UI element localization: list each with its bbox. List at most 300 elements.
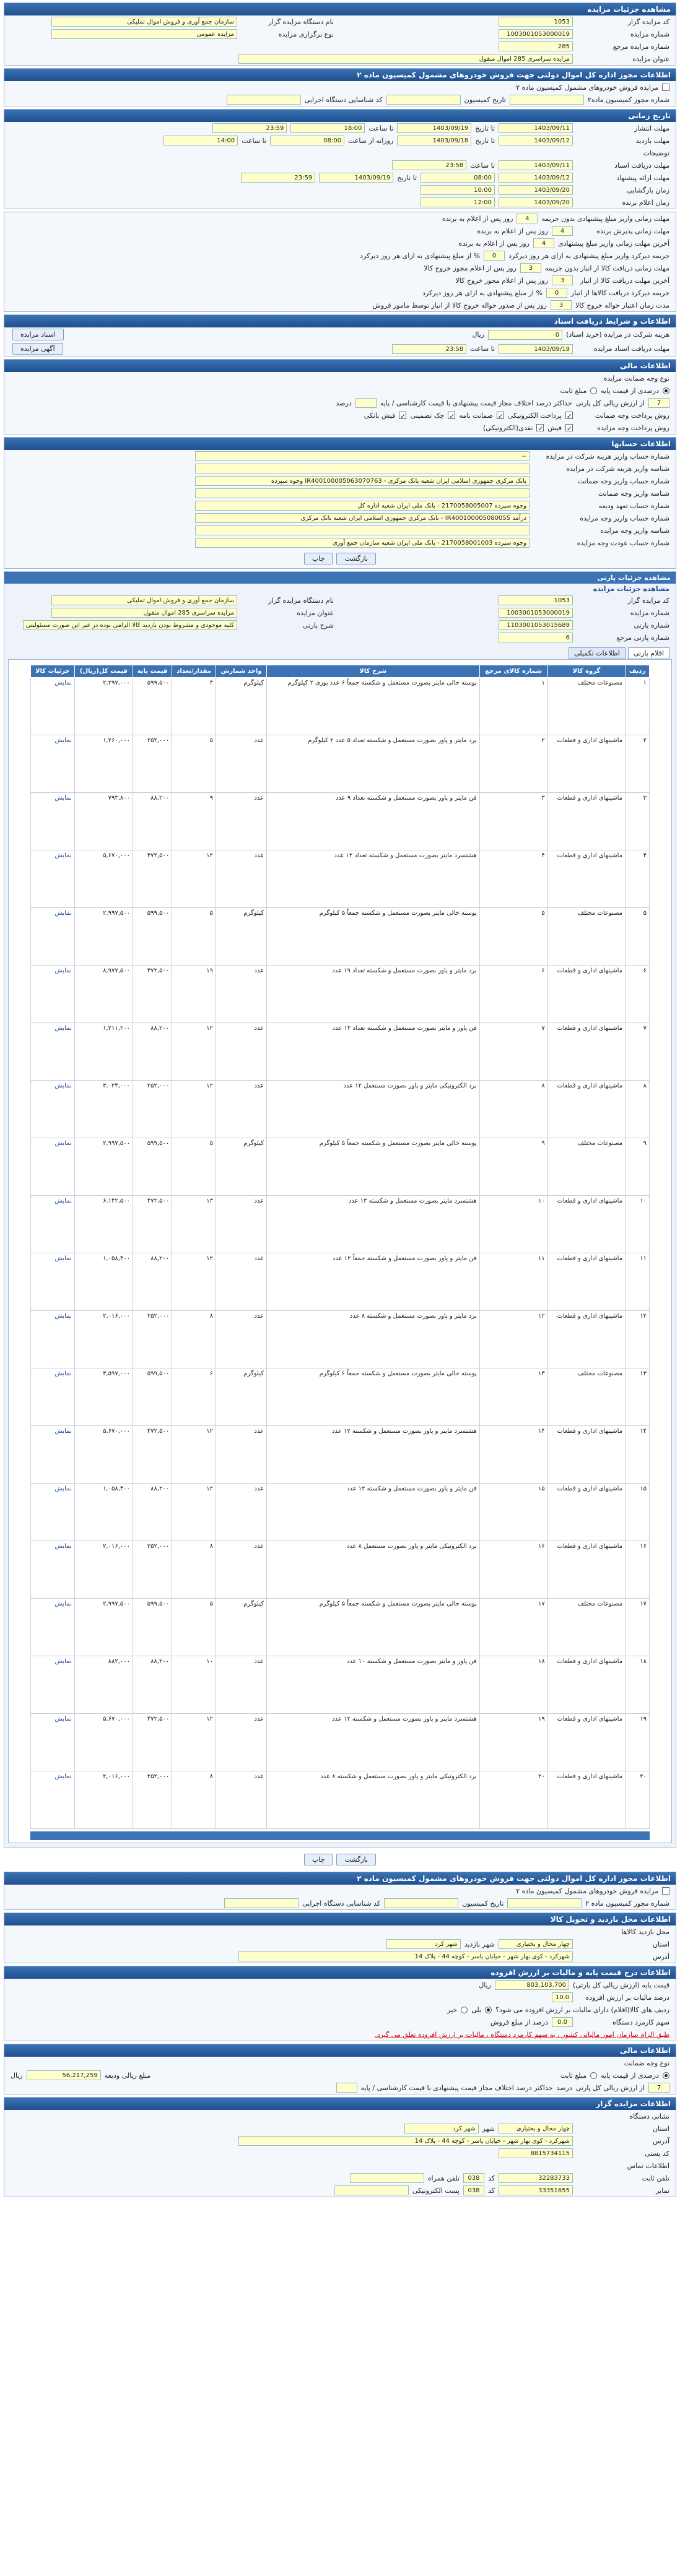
table-footer [30, 1831, 650, 1840]
table-cell: ۵ [172, 908, 216, 966]
label: تاریخ کمیسیون [462, 1899, 504, 1908]
label: درصدی از قیمت پایه [601, 2071, 659, 2080]
details-link[interactable]: نمایش [31, 1311, 75, 1368]
label: زمان بازگشایی [627, 186, 669, 194]
table-cell: ۱,۲۱۱,۲۰۰ [74, 1023, 133, 1081]
table-cell: فن مایتر و پاور بصورت مستعمل و شکسته جمعاً ۱۲ عدد [267, 1253, 480, 1311]
table-row [31, 1023, 650, 1081]
details-link[interactable]: نمایش [31, 908, 75, 966]
table-cell: هشتسرد مایتر بصورت مستعمل و شکسته تعداد ۱۲ عدد [267, 850, 480, 908]
table-cell: پوسته خالی مایتر بصورت مستعمل و شکسته جمعاً ۶ عدد بوری ۲ کیلوگرم [267, 678, 480, 735]
table-cell: ۸۸,۲۰۰ [133, 1023, 172, 1081]
table-cell: ۱۰ [172, 1656, 216, 1714]
table-cell: ماشینهای اداری و قطعات [547, 850, 625, 908]
label: % از مبلغ پیشنهادی به ازای هر روز دیرکرد [422, 288, 543, 297]
table-cell: ۲۵۲,۰۰۰ [133, 1311, 172, 1368]
table-cell: ماشینهای اداری و قطعات [547, 1771, 625, 1829]
details-link[interactable]: نمایش [31, 1196, 75, 1253]
schedule-section [4, 109, 676, 209]
details-link[interactable]: نمایش [31, 850, 75, 908]
table-cell: ۴ [626, 850, 650, 908]
label: روش پرداخت وجه ضمانت [595, 411, 669, 420]
table-row [31, 678, 650, 735]
details-link[interactable]: نمایش [31, 1426, 75, 1484]
label: نقدی(الکترونیکی) [482, 423, 533, 432]
auction-details-section [4, 2, 676, 66]
details-link[interactable]: نمایش [31, 1368, 75, 1426]
deadline-value: 3 [552, 275, 573, 285]
table-cell: عدد [216, 1656, 267, 1714]
table-cell: ۴۷۲,۵۰۰ [133, 1426, 172, 1484]
table-cell: ۲,۹۹۷,۵۰۰ [74, 1138, 133, 1196]
tab-extra[interactable]: اطلاعات تکمیلی [569, 647, 626, 659]
table-cell: ۸۸,۲۰۰ [133, 1484, 172, 1541]
section-title: اطلاعات مزایده گزار [4, 2098, 676, 2110]
table-cell: ۲۵۲,۰۰۰ [133, 735, 172, 793]
table-cell: ۳,۵۹۷,۰۰۰ [74, 1368, 133, 1426]
mobile [350, 2173, 424, 2183]
label: پرداخت الکترونیکی [508, 411, 562, 420]
province: چهار محال و بختیاری [499, 1939, 573, 1949]
label: استان [652, 1940, 669, 1948]
table-cell: ۸۸,۲۰۰ [133, 793, 172, 850]
permit-section-2 [4, 1872, 676, 1910]
docs-section [4, 314, 676, 357]
table-cell: برد الکترونیکی مایتر و پاور بصورت مستعمل و شکسته ۸ عدد [267, 1771, 480, 1829]
table-row [31, 966, 650, 1023]
print-button[interactable]: چاپ [304, 553, 333, 564]
publish-from: 1403/09/11 [499, 123, 573, 133]
table-row [31, 1714, 650, 1771]
table-cell: ۱۵ [479, 1484, 547, 1541]
epay-checkbox[interactable]: ✓ [566, 412, 572, 420]
label: شرح پارتی [303, 621, 334, 629]
agency-id-2 [224, 1898, 299, 1908]
docs-deadline: 1403/09/19 [499, 344, 573, 354]
table-cell: کیلوگرم [216, 1138, 267, 1196]
finance-section-2 [4, 2044, 676, 2094]
table-row [31, 850, 650, 908]
table-cell: ۱۲ [172, 1081, 216, 1138]
auctioneer-name: سازمان جمع آوری و فروش اموال تملیکی [51, 17, 237, 27]
details-link[interactable]: نمایش [31, 1484, 75, 1541]
article2-checkbox-2[interactable] [662, 1887, 669, 1895]
table-cell: ۲ [479, 735, 547, 793]
label: مهلت ارائه پیشنهاد [616, 173, 669, 182]
table-cell: ۱۶ [626, 1541, 650, 1599]
no-radio[interactable] [461, 2007, 468, 2013]
table-row [31, 1541, 650, 1599]
table-cell: عدد [216, 1484, 267, 1541]
table-cell: ۴۷۲,۵۰۰ [133, 966, 172, 1023]
label: شماره مزایده [630, 608, 669, 617]
sub-title: مشاهده جزئیات مزایده [593, 585, 669, 593]
label: تا تاریخ [397, 173, 417, 182]
table-cell: ۸ [172, 1771, 216, 1829]
label: عنوان مزایده [632, 54, 669, 63]
label: نوع وجه ضمانت [624, 2059, 669, 2067]
party-ref: 6 [499, 633, 573, 642]
deadline-value: 4 [552, 226, 573, 236]
details-link[interactable]: نمایش [31, 966, 75, 1023]
back-button-2[interactable]: بازگشت [336, 1854, 376, 1865]
table-cell: ۸۸,۲۰۰ [133, 1656, 172, 1714]
table-cell: ۱۶ [479, 1541, 547, 1599]
visit-time-to: 14:00 [163, 136, 238, 145]
details-link[interactable]: نمایش [31, 1253, 75, 1311]
details-link[interactable]: نمایش [31, 1541, 75, 1599]
label: شماره مزایده مرجع [612, 42, 669, 51]
table-cell: ۵۹۹,۵۰۰ [133, 1138, 172, 1196]
max-diff-2 [336, 2083, 357, 2093]
table-cell: عدد [216, 1253, 267, 1311]
vat-percent: 10.0 [552, 1992, 573, 2002]
permit-date-2 [384, 1898, 458, 1908]
table-cell: کیلوگرم [216, 678, 267, 735]
section-title: اطلاعات و شرایط دریافت اسناد [4, 315, 676, 327]
details-link[interactable]: نمایش [31, 1714, 75, 1771]
label: ریال [11, 2071, 23, 2080]
deadline-value: 4 [517, 214, 538, 223]
table-cell: عدد [216, 850, 267, 908]
label: شماره مزایده [630, 30, 669, 38]
table-cell: ۱۰ [626, 1196, 650, 1253]
label: شناسه واریز وجه مزایده [600, 526, 669, 535]
table-cell: کیلوگرم [216, 1368, 267, 1426]
label: زمان اعلام برنده [622, 198, 669, 207]
article2-checkbox[interactable] [662, 84, 669, 91]
label: تا ساعت [470, 345, 495, 353]
table-cell: ۵ [479, 908, 547, 966]
table-cell: ۱۴ [479, 1426, 547, 1484]
section-title: مشاهده جزئیات مزایده [4, 3, 676, 15]
label: نوع وجه ضمانت مزایده [603, 374, 669, 383]
percent-radio[interactable] [663, 387, 669, 394]
table-cell: عدد [216, 1196, 267, 1253]
table-row [31, 1484, 650, 1541]
table-cell: ماشینهای اداری و قطعات [547, 1253, 625, 1311]
table-cell: ۵ [626, 908, 650, 966]
table-cell: ۲,۰۱۶,۰۰۰ [74, 1311, 133, 1368]
auction-type: مزایده عمومی [51, 29, 237, 39]
details-link[interactable]: نمایش [31, 793, 75, 850]
label: درصدی از قیمت پایه [601, 386, 659, 395]
bid-from: 1403/09/12 [499, 173, 573, 183]
publish-to: 1403/09/19 [397, 123, 471, 133]
table-cell: ۷۹۳,۸۰۰ [74, 793, 133, 850]
table-cell: ۸ [626, 1081, 650, 1138]
table-cell: ۵,۶۷۰,۰۰۰ [74, 1426, 133, 1484]
label: شماره مجوز کمیسیون ماده ۲ [585, 1899, 669, 1908]
fixed-radio-2[interactable] [590, 2072, 597, 2079]
fee-share: 0.0 [552, 2017, 573, 2027]
table-cell: ۶ [626, 966, 650, 1023]
table-row [31, 1081, 650, 1138]
print-button-2[interactable]: چاپ [304, 1854, 333, 1865]
slip-checkbox[interactable]: ✓ [566, 425, 572, 433]
table-cell: برد الکترونیکی مایتر و پاور بصورت مستعمل ۱۲ عدد [267, 1081, 480, 1138]
party-details-section [4, 571, 676, 1848]
docs-date: 1403/09/11 [499, 160, 573, 170]
table-cell: عدد [216, 1081, 267, 1138]
table-cell: ۲۰ [479, 1771, 547, 1829]
table-cell: ماشینهای اداری و قطعات [547, 966, 625, 1023]
table-cell: ۵ [172, 1599, 216, 1656]
table-cell: ۶ [172, 1368, 216, 1426]
party-number: 1103001053015689 [499, 620, 573, 630]
auctioneer-code: 1053 [499, 17, 573, 27]
finance-section [4, 359, 676, 434]
table-cell: ۱۲ [172, 850, 216, 908]
label: تلفن ثابت [642, 2174, 669, 2182]
section-title: اطلاعات حسابها [4, 438, 676, 450]
cheque-checkbox[interactable]: ✓ [449, 412, 455, 420]
docs-button[interactable]: اسناد مزایده [12, 329, 64, 340]
label: مزایده فروش خودروهای مشمول کمیسیون ماده ۲ [516, 1887, 658, 1895]
yes-radio[interactable] [485, 2007, 492, 2013]
deadline-value: 3 [520, 263, 541, 273]
table-row [31, 1311, 650, 1368]
table-cell: ماشینهای اداری و قطعات [547, 1714, 625, 1771]
table-cell: ۵,۶۷۰,۰۰۰ [74, 850, 133, 908]
table-cell: ۱۹ [172, 966, 216, 1023]
details-link[interactable]: نمایش [31, 678, 75, 735]
table-cell: ۶,۱۴۲,۵۰۰ [74, 1196, 133, 1253]
table-cell: ۱۲ [172, 1484, 216, 1541]
table-cell: ۴۷۲,۵۰۰ [133, 850, 172, 908]
label: درصد [336, 399, 352, 407]
table-cell: ماشینهای اداری و قطعات [547, 1081, 625, 1138]
label: تا ساعت [242, 136, 266, 145]
table-cell: ۱,۰۵۸,۴۰۰ [74, 1253, 133, 1311]
account-value: وجوه سپرده 2170058005007 - بانک ملی ایران شعبه اداره کل [195, 501, 530, 511]
table-cell: ۲,۳۹۷,۰۰۰ [74, 678, 133, 735]
table-cell: ۵۹۹,۵۰۰ [133, 1599, 172, 1656]
table-cell: ۸ [479, 1081, 547, 1138]
table-cell: ۴ [172, 678, 216, 735]
cash-checkbox[interactable]: ✓ [538, 425, 544, 433]
base-price: 803,103,700 [495, 1980, 569, 1990]
label: تا تاریخ [475, 124, 495, 132]
ref-number: 285 [499, 41, 573, 51]
label: روش پرداخت وجه مزایده [597, 423, 669, 432]
table-cell: فن پاور و مایتر بصورت مستعمل و شکسته تعداد ۱۲ عدد [267, 1023, 480, 1081]
section-title: اطلاعات مالی [4, 360, 676, 372]
label: شماره حساب تعهد ودیعه [598, 501, 669, 510]
label: کد مزایده گزار [627, 596, 669, 605]
label: شناسه واریز هزینه شرکت در مزایده [566, 464, 669, 473]
items-table [30, 665, 650, 1829]
visit-time-from: 08:00 [270, 136, 344, 145]
table-row [31, 1253, 650, 1311]
auction-title: مزایده سراسری 285 اموال منقول [238, 54, 573, 64]
phone-code: 038 [463, 2173, 484, 2183]
table-cell: ۹ [626, 1138, 650, 1196]
details-link[interactable]: نمایش [31, 735, 75, 793]
back-button[interactable]: بازگشت [336, 553, 376, 564]
table-cell: ۱ [479, 678, 547, 735]
table-cell: ۹ [172, 793, 216, 850]
section-title: مشاهده جزئیات پارتی [4, 572, 676, 584]
table-cell: عدد [216, 1541, 267, 1599]
column-header: شرح کالا [267, 665, 480, 678]
label: حداکثر درصد اختلاف مجاز قیمت پیشنهادی با قیمت کارشناسی / پایه [360, 2083, 553, 2092]
column-header: ردیف [626, 665, 650, 678]
label: مهلت زمانی واریز مبلغ پیشنهادی بدون جریمه [541, 214, 669, 223]
table-cell: ۴۷۲,۵۰۰ [133, 1714, 172, 1771]
table-cell: ماشینهای اداری و قطعات [547, 1656, 625, 1714]
table-cell: فن مایتر و پاور بصورت مستعمل و شکسته ۱۲ عدد [267, 1484, 480, 1541]
details-link[interactable]: نمایش [31, 1656, 75, 1714]
table-cell: ۲۵۲,۰۰۰ [133, 1771, 172, 1829]
table-cell: ۲۰ [626, 1771, 650, 1829]
postal-code: 8815734115 [499, 2148, 573, 2158]
table-row [31, 908, 650, 966]
province: چهار محال و بختیاری [499, 2124, 573, 2133]
table-cell: ۱ [626, 678, 650, 735]
label: تلفن همراه [427, 2174, 460, 2182]
table-cell: ۳ [479, 793, 547, 850]
table-cell: ماشینهای اداری و قطعات [547, 1426, 625, 1484]
label: سهم کارمزد دستگاه [612, 2018, 669, 2026]
table-cell: ۳ [626, 793, 650, 850]
tab-items[interactable]: اقلام پارتی [628, 647, 669, 659]
table-cell: مصنوعات مختلف [547, 1368, 625, 1426]
account-value [195, 488, 530, 498]
label: هزینه شرکت در مزایده (خرید اسناد) [566, 331, 669, 339]
table-cell: برد الکترونیکی مایتر و پاور بصورت مستعمل ۸ عدد [267, 1541, 480, 1599]
label: تا تاریخ [475, 136, 495, 145]
label: توضیحات [643, 149, 669, 157]
table-cell: ۱۴ [626, 1426, 650, 1484]
label: روز پس از اعلام به برنده [477, 227, 548, 235]
label: چک تضمینی [410, 411, 445, 420]
table-cell: ۱۲ [172, 1253, 216, 1311]
publish-time-end: 23:59 [212, 123, 287, 133]
table-row [31, 1196, 650, 1253]
visit-section [4, 1913, 676, 1963]
table-cell: ۱۳ [172, 1196, 216, 1253]
label: عنوان مزایده [297, 608, 334, 617]
column-header: گروه کالا [547, 665, 625, 678]
table-cell: عدد [216, 1714, 267, 1771]
notice-button[interactable]: آگهی مزایده [12, 343, 63, 355]
table-cell: برد مایتر و پاور بصورت مستعمل و شکسته تعداد ۱۹ عدد [267, 966, 480, 1023]
table-cell: ۲,۹۹۷,۵۰۰ [74, 1599, 133, 1656]
deadline-value: 3 [551, 300, 572, 310]
label: پست الکترونیکی [412, 2186, 460, 2195]
bank-slip-checkbox[interactable]: ✓ [400, 412, 406, 420]
fixed-radio[interactable] [590, 387, 597, 394]
table-cell: ۲ [626, 735, 650, 793]
table-cell: عدد [216, 793, 267, 850]
label: شماره پارتی [634, 621, 669, 629]
address: شهرکرد - کوی بهار شهر - خیابان یاسر - کوچه 44 - پلاک 14 [238, 1951, 573, 1961]
label: خیر [447, 2005, 458, 2014]
table-cell: ۵۹۹,۵۰۰ [133, 678, 172, 735]
table-row [31, 1368, 650, 1426]
auctioneer-name: سازمان جمع آوری و فروش اموال تملیکی [51, 595, 237, 605]
table-row [31, 1656, 650, 1714]
label: از ارزش ریالی کل پارتی [575, 399, 645, 407]
label: کد [487, 2186, 495, 2195]
label: مبلغ ریالی ودیعه [104, 2071, 151, 2080]
label: مهلت زمانی پذیرش برنده [596, 227, 669, 235]
percent-radio-2[interactable] [663, 2072, 669, 2079]
table-cell: ۹ [479, 1138, 547, 1196]
account-value: -- [195, 451, 530, 461]
label: نشانی دستگاه [629, 2112, 669, 2120]
label: شماره پارتی مرجع [616, 633, 669, 642]
visit-to: 1403/09/18 [397, 136, 471, 145]
column-header: شماره کالای مرجع [479, 665, 547, 678]
max-diff [355, 398, 377, 408]
label: کد [487, 2174, 495, 2182]
guarantee-letter-checkbox[interactable]: ✓ [497, 412, 503, 420]
details-link[interactable]: نمایش [31, 1771, 75, 1829]
section-title: اطلاعات درج قیمت پایه و مالیات بر ارزش افزوده [4, 1966, 676, 1979]
table-cell: ۱۳ [626, 1368, 650, 1426]
table-cell: عدد [216, 735, 267, 793]
table-cell: ۱۲ [626, 1311, 650, 1368]
details-link[interactable]: نمایش [31, 1138, 75, 1196]
label: شماره حساب واریز هزینه شرکت در مزایده [546, 452, 669, 460]
section-title: اطلاعات محل بازدید و تحویل کالا [4, 1913, 676, 1926]
table-cell: ۱۹ [626, 1714, 650, 1771]
table-cell: ۱۱ [479, 1253, 547, 1311]
table-cell: ۱۳ [479, 1368, 547, 1426]
table-cell: ۴۷۲,۵۰۰ [133, 1196, 172, 1253]
table-cell: ۱۵ [626, 1484, 650, 1541]
label: % از مبلغ پیشنهادی به ازای هر روز دیرکرد [360, 251, 481, 260]
section-title: اطلاعات مالی [4, 2044, 676, 2057]
table-cell: ۲۵۲,۰۰۰ [133, 1081, 172, 1138]
table-cell: ۵۹۹,۵۰۰ [133, 1368, 172, 1426]
column-header: واحد شمارش [216, 665, 267, 678]
label: فیش [547, 423, 562, 432]
label: درصد از مبلغ فروش [490, 2018, 548, 2026]
account-value: بانک مرکزی جمهوری اسلامی ایران شعبه بانک مرکزی - IR400100005063070763 وجوه سپرده [195, 476, 530, 486]
auction-number: 1003001053000019 [499, 608, 573, 618]
label: درصد مالیات بر ارزش افزوده [585, 1993, 669, 2002]
table-cell: مصنوعات مختلف [547, 678, 625, 735]
label: تاریخ کمیسیون [464, 95, 506, 104]
table-cell: ۳,۰۲۴,۰۰۰ [74, 1081, 133, 1138]
label: نمابر [656, 2186, 669, 2195]
table-cell: مصنوعات مختلف [547, 1599, 625, 1656]
section-title: تاریخ زمانی [4, 110, 676, 122]
label: روزانه از ساعت [347, 136, 394, 145]
label: کد مزایده گزار [627, 17, 669, 26]
label: مهلت دریافت اسناد [614, 161, 669, 170]
details-link[interactable]: نمایش [31, 1023, 75, 1081]
city: شهر کرد [404, 2124, 479, 2133]
label: مزایده فروش خودروهای مشمول کمیسیون ماده ۲ [516, 83, 658, 92]
table-row [31, 1138, 650, 1196]
details-link[interactable]: نمایش [31, 1081, 75, 1138]
bid-from-time: 08:00 [421, 173, 495, 183]
table-cell: ۲,۰۱۶,۰۰۰ [74, 1541, 133, 1599]
table-cell: ماشینهای اداری و قطعات [547, 1023, 625, 1081]
label: ضمانت نامه [459, 411, 493, 420]
label: روز پس از اعلام به برنده [458, 239, 530, 248]
permit-section [4, 68, 676, 106]
details-link[interactable]: نمایش [31, 1599, 75, 1656]
fax: 33351655 [499, 2185, 573, 2195]
column-header: جزئیات کالا [31, 665, 75, 678]
table-cell: ماشینهای اداری و قطعات [547, 1311, 625, 1368]
table-cell: ۱۸ [479, 1656, 547, 1714]
